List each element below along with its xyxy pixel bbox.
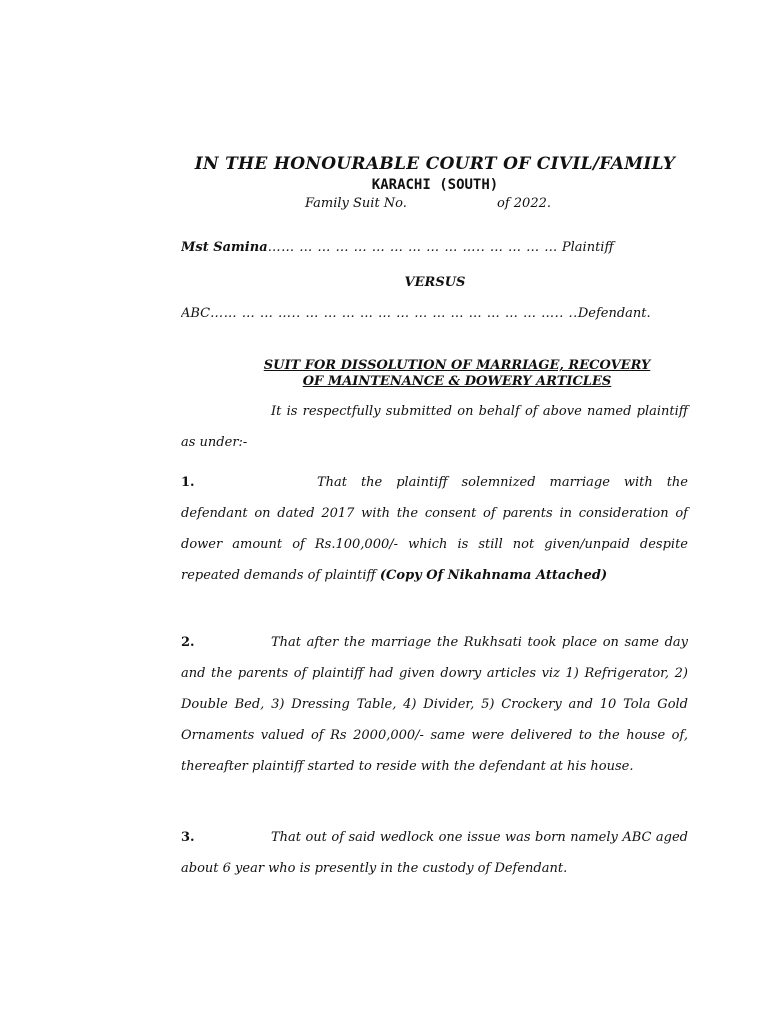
intro-text: It is respectfully submitted on behalf of above named plaintiff as under:- — [181, 404, 688, 450]
plaintiff-name: Mst Samina — [181, 240, 268, 255]
paragraph-1-attachment-note: (Copy Of Nikahnama Attached) — [379, 568, 608, 583]
paragraph-1 — [181, 467, 688, 591]
versus-label: VERSUS — [404, 275, 466, 290]
plaintiff-dots: …… … … … … … … … … … ….. … … … … — [267, 240, 558, 255]
paragraph-2-number: 2. — [181, 635, 195, 650]
paragraph-1-number: 1. — [181, 475, 195, 490]
intro-paragraph — [181, 396, 688, 458]
paragraph-3-number: 3. — [181, 830, 195, 845]
defendant-dots: …… … … ….. … … … … … … … … … … … … … ….. .. — [210, 306, 578, 321]
paragraph-3-text: That out of said wedlock one issue was born namely ABC aged about 6 year who is presently in the custody of Defendant. — [181, 830, 688, 876]
plaintiff-line — [181, 240, 691, 255]
defendant-role: Defendant. — [577, 306, 651, 321]
suit-year: of 2022. — [497, 196, 551, 211]
suit-heading-line-1: SUIT FOR DISSOLUTION OF MARRIAGE, RECOVERY — [263, 358, 651, 373]
paragraph-2-text: That after the marriage the Rukhsati took place on same day and the parents of plaintiff had given dowry articles viz 1) Refrigerator, 2) Double Bed, 3) Dressing Table, 4) Divider, 5) Crockery and 10 Tola Gold Ornaments valued of Rs 2000,000/- same were delivered to the house of, thereafter plaintiff started to reside with the defendant at his house. — [181, 635, 688, 774]
court-location: KARACHI (SOUTH) — [371, 177, 499, 193]
paragraph-1-text: That the plaintiff solemnized marriage with the defendant on dated 2017 with the consent of parents in consideration of dower amount of Rs.100,000/- which is still not given/unpaid despite repeated demands of plaintiff — [181, 475, 688, 583]
suit-number-line — [305, 196, 551, 211]
defendant-line — [181, 306, 691, 321]
suit-no-label: Family Suit No. — [305, 196, 407, 211]
paragraph-3 — [181, 822, 688, 884]
suit-heading — [181, 358, 733, 390]
court-title: IN THE HONOURABLE COURT OF CIVIL/FAMILY — [194, 154, 676, 174]
suit-heading-line-2: OF MAINTENANCE & DOWERY ARTICLES — [302, 374, 612, 389]
paragraph-2 — [181, 627, 688, 782]
defendant-name: ABC — [181, 306, 211, 321]
plaintiff-role: Plaintiff — [561, 240, 614, 255]
